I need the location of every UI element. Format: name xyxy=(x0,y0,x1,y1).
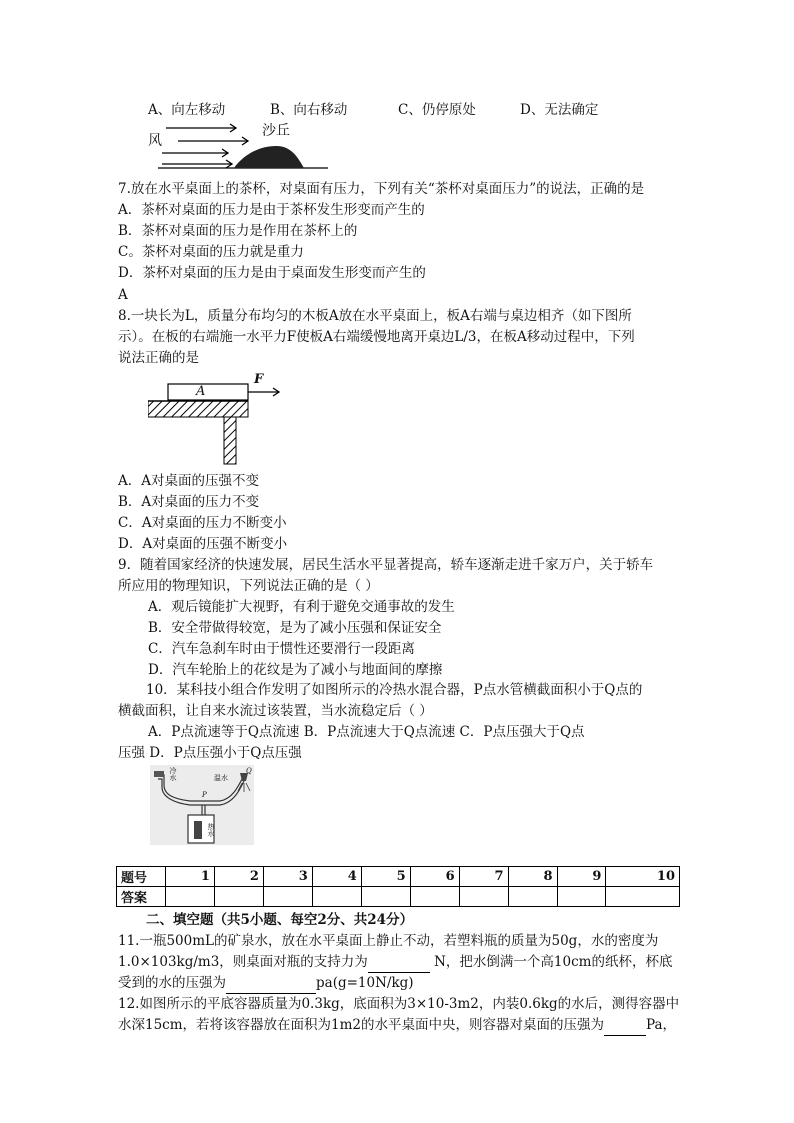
row-label-answer: 答案 xyxy=(117,887,166,907)
hot-water-label: 热水 xyxy=(207,823,215,837)
q6-option-a: A、向左移动 xyxy=(148,102,226,118)
q11-line-3 xyxy=(118,974,414,994)
answer-cell[interactable] xyxy=(312,887,361,907)
q12-line-2 xyxy=(118,1016,676,1036)
q12-line-1: 12.如图所示的平底容器质量为0.3kg，底面积为3×10-3m2，内装0.6kg的水后，测得容器中 xyxy=(118,996,680,1012)
q12-line-2-text: 水深15cm，若将该容器放在面积为1m2的水平桌面中央，则容器对桌面的压强为 xyxy=(118,1017,605,1033)
q11-line-2-tail: N，把水倒满一个高10cm的纸杯，杯底 xyxy=(434,954,673,970)
q8-option-d: D．A对桌面的压强不断变小 xyxy=(118,536,288,552)
q7-option-c: C。茶杯对桌面的压力就是重力 xyxy=(118,244,304,260)
q8-option-c: C．A对桌面的压力不断变小 xyxy=(118,515,287,531)
question-number-cell: 1 xyxy=(166,867,215,887)
section-2-title: 二、填空题（共5小题、每空2分、共24分） xyxy=(146,912,414,928)
question-number-cell: 4 xyxy=(312,867,361,887)
q8-stem-line-1: 8.一块长为L，质量分布均匀的木板A放在水平桌面上，板A右端与桌边相齐（如下图所 xyxy=(118,308,632,324)
plank-label: A xyxy=(196,384,206,399)
q8-option-b: B．A对桌面的压力不变 xyxy=(118,494,260,510)
table-top xyxy=(148,401,248,417)
answer-cell[interactable] xyxy=(508,887,557,907)
answer-table-answer-row xyxy=(117,887,680,907)
q6-option-c: C、仍停原处 xyxy=(398,102,476,118)
answer-cell[interactable] xyxy=(166,887,215,907)
question-number-cell: 6 xyxy=(410,867,459,887)
q7-answer: A xyxy=(118,287,128,303)
q10-stem-line-2: 横截面积，让自来水流过该装置，当水流稳定后（ ） xyxy=(118,703,433,719)
question-number-cell: 3 xyxy=(263,867,312,887)
question-number-cell: 2 xyxy=(214,867,263,887)
answer-table-header-row xyxy=(117,867,680,887)
q10-stem-line-1: 10．某科技小组合作发明了如图所示的冷热水混合器，P点水管横截面积小于Q点的 xyxy=(146,682,643,698)
question-number-cell: 8 xyxy=(508,867,557,887)
q6-option-b: B、向右移动 xyxy=(270,102,348,118)
q9-option-b: B．安全带做得较宽，是为了减小压强和保证安全 xyxy=(148,620,442,636)
q8-stem-line-2: 示）。在板的右端施一水平力F使板A右端缓慢地离开桌边L/3，在板A移动过程中，下列 xyxy=(118,329,635,345)
wind-label: 风 xyxy=(148,133,162,149)
q6-option-d: D、无法确定 xyxy=(520,102,599,118)
q11-line-3-tail: pa(g=10N/kg) xyxy=(316,975,414,991)
q11-line-2 xyxy=(118,953,672,973)
q11-line-2-text: 1.0×103kg/m3，则桌面对瓶的支持力为 xyxy=(118,954,368,970)
q8-option-a: A．A对桌面的压强不变 xyxy=(118,473,259,489)
q9-option-a: A．观后镜能扩大视野，有利于避免交通事故的发生 xyxy=(148,599,455,615)
q11-blank-support-force[interactable] xyxy=(368,953,430,973)
answer-cell[interactable] xyxy=(459,887,508,907)
answer-table xyxy=(116,866,680,907)
q12-line-2-tail: Pa， xyxy=(646,1017,677,1033)
water-mixer-svg xyxy=(150,765,254,845)
q7-option-a: A．茶杯对桌面的压力是由于茶杯发生形变而产生的 xyxy=(118,202,425,218)
q9-stem-line-2: 所应用的物理知识，下列说法正确的是（ ） xyxy=(118,578,379,594)
q7-option-b: B．茶杯对桌面的压力是作用在茶杯上的 xyxy=(118,223,358,239)
wind-dune-svg xyxy=(148,120,328,172)
plank-a xyxy=(168,384,248,400)
question-number-cell: 10 xyxy=(606,867,680,887)
point-q-label: Q xyxy=(246,767,252,775)
plank-table-figure xyxy=(148,372,298,466)
water-mixer-figure xyxy=(150,765,254,845)
answer-cell[interactable] xyxy=(361,887,410,907)
cold-water-label: 冷水 xyxy=(169,767,177,781)
q9-option-d: D．汽车轮胎上的花纹是为了减小与地面间的摩擦 xyxy=(148,662,443,678)
answer-cell[interactable] xyxy=(410,887,459,907)
q11-line-3-text: 受到的水的压强为 xyxy=(118,975,226,991)
answer-cell[interactable] xyxy=(214,887,263,907)
point-p-label: P xyxy=(202,791,207,799)
q9-option-c: C．汽车急刹车时由于惯性还要滑行一段距离 xyxy=(148,641,415,657)
question-number-cell: 9 xyxy=(557,867,606,887)
q10-options-line-1: A．P点流速等于Q点流速 B．P点流速大于Q点流速 C．P点压强大于Q点 xyxy=(148,724,585,740)
row-label-number: 题号 xyxy=(117,867,166,887)
q12-blank-pressure[interactable] xyxy=(604,1016,646,1036)
answer-cell[interactable] xyxy=(606,887,680,907)
q10-options-line-2: 压强 D．P点压强小于Q点压强 xyxy=(118,745,302,761)
question-number-cell: 5 xyxy=(361,867,410,887)
dune-label: 沙丘 xyxy=(262,123,290,139)
q9-stem-line-1: 9．随着国家经济的快速发展，居民生活水平显著提高，轿车逐渐走进千家万户，关于轿车 xyxy=(118,557,654,573)
wind-dune-figure xyxy=(148,120,328,172)
warm-water-label: 温水 xyxy=(214,774,228,782)
q7-option-d: D．茶杯对桌面的压力是由于桌面发生形变而产生的 xyxy=(118,265,426,281)
q11-line-1: 11.一瓶500mL的矿泉水，放在水平桌面上静止不动，若塑料瓶的质量为50g，水的密度为 xyxy=(118,933,659,949)
answer-cell[interactable] xyxy=(263,887,312,907)
answer-cell[interactable] xyxy=(557,887,606,907)
q8-stem-line-3: 说法正确的是 xyxy=(118,350,199,366)
force-label: F xyxy=(254,372,264,387)
plank-table-svg xyxy=(148,372,298,466)
q7-stem: 7.放在水平桌面上的茶杯，对桌面有压力，下列有关“茶杯对桌面压力”的说法，正确的是 xyxy=(118,181,645,197)
question-number-cell: 7 xyxy=(459,867,508,887)
table-leg xyxy=(224,417,236,464)
sand-dune-shape xyxy=(234,146,304,168)
q11-blank-pressure[interactable] xyxy=(226,974,316,994)
